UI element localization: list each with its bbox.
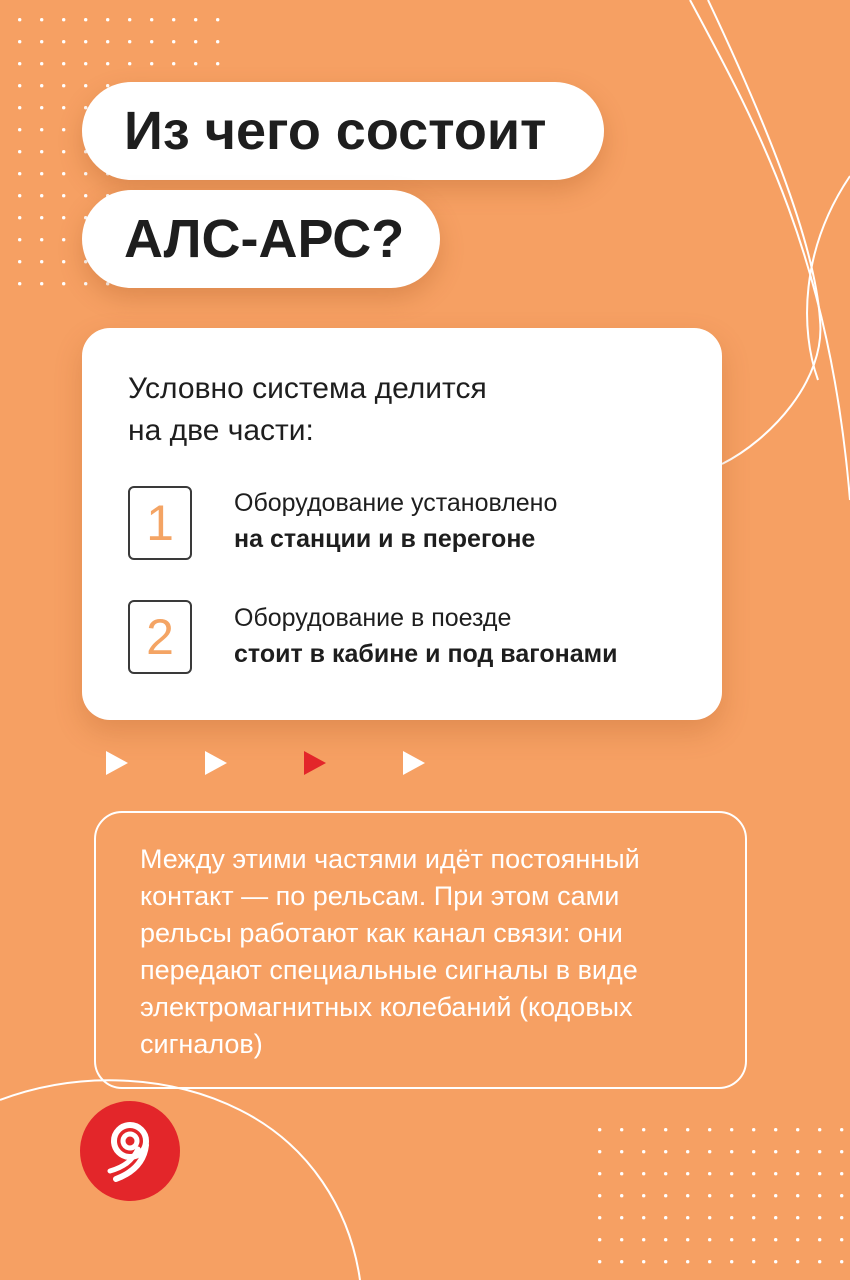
note-line-4: передают специальные сигналы в виде bbox=[140, 955, 638, 985]
play-arrow-icon bbox=[205, 751, 227, 775]
note-line-3: рельсы работают как канал связи: они bbox=[140, 918, 623, 948]
item-number-2-label: 2 bbox=[146, 609, 174, 665]
note-line-2: контакт — по рельсам. При этом сами bbox=[140, 881, 620, 911]
note-line-6: сигналов) bbox=[140, 1029, 263, 1059]
note-line-1: Между этими частями идёт постоянный bbox=[140, 844, 640, 874]
play-arrow-icon bbox=[304, 751, 326, 775]
note-text bbox=[140, 841, 720, 1063]
title-pill-line1 bbox=[82, 82, 604, 180]
pager-arrows bbox=[0, 746, 850, 780]
item-number-2 bbox=[128, 600, 192, 674]
metro-9-logo-icon bbox=[80, 1101, 180, 1201]
play-arrow-icon bbox=[106, 751, 128, 775]
note-line-5: электромагнитных колебаний (кодовых bbox=[140, 992, 633, 1022]
title-line1: Из чего состоит bbox=[124, 101, 547, 161]
item-2-line2: стоит в кабине и под вагонами bbox=[234, 640, 618, 668]
item-1-line2: на станции и в перегоне bbox=[234, 525, 536, 553]
card-intro-line1: Условно система делится bbox=[128, 372, 487, 405]
item-2-line1: Оборудование в поезде bbox=[234, 604, 512, 632]
dot-grid-bottom-right bbox=[590, 1120, 850, 1280]
title-pill-line2 bbox=[82, 190, 440, 288]
play-arrow-icon bbox=[403, 751, 425, 775]
parts-card bbox=[82, 328, 722, 720]
card-intro bbox=[128, 368, 487, 452]
title-line2: АЛС-АРС? bbox=[124, 209, 405, 269]
note-box bbox=[94, 811, 747, 1089]
item-text-2 bbox=[234, 600, 617, 672]
card-intro-line2: на две части: bbox=[128, 414, 314, 447]
item-text-1 bbox=[234, 485, 557, 557]
item-number-1-label: 1 bbox=[146, 495, 174, 551]
item-number-1 bbox=[128, 486, 192, 560]
item-1-line1: Оборудование установлено bbox=[234, 489, 558, 517]
